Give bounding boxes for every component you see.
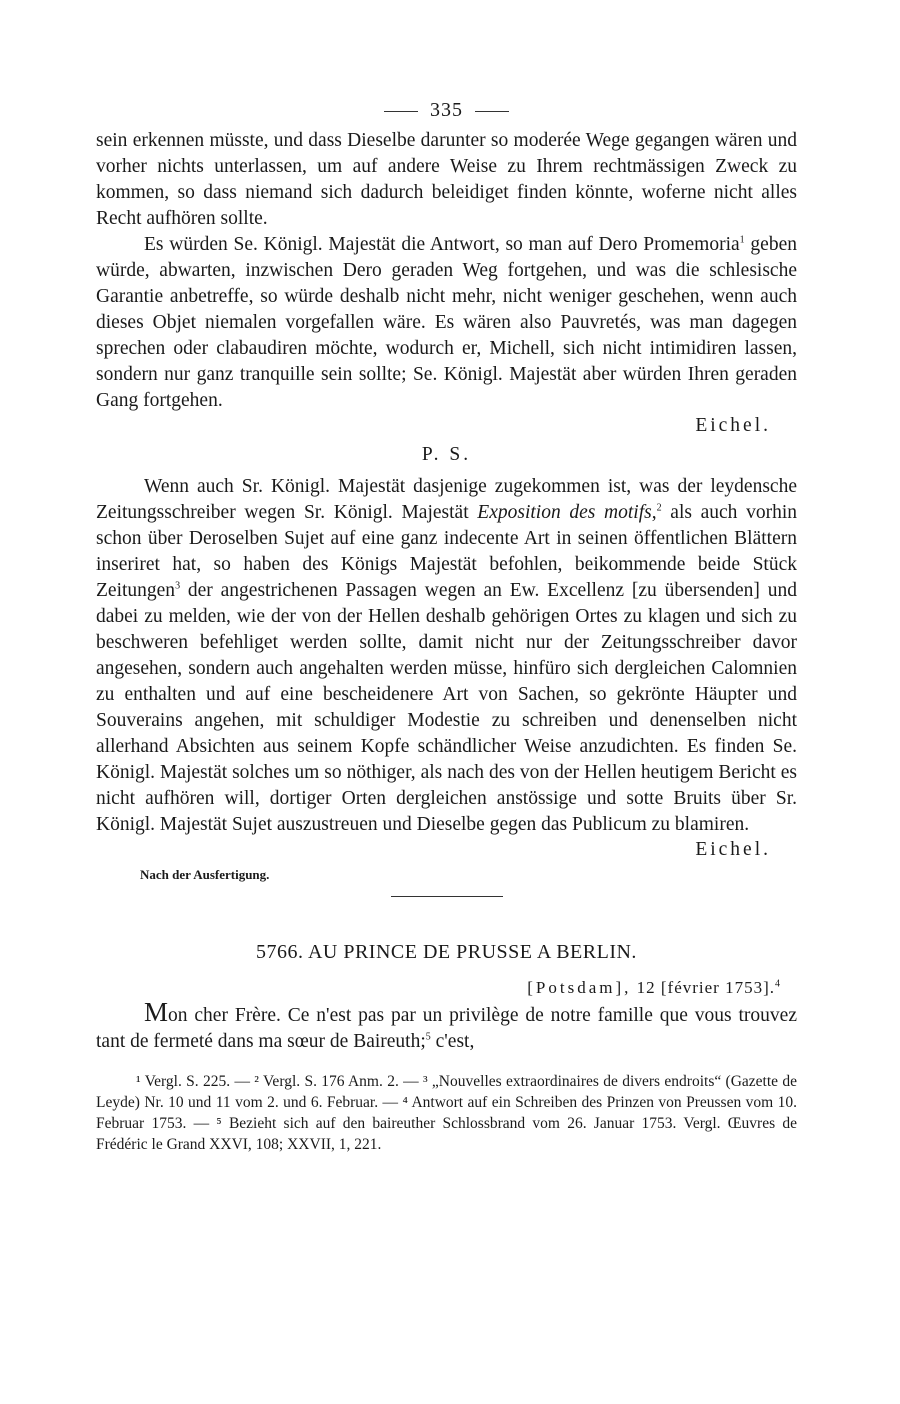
letter-opening-text-b: c'est, xyxy=(430,1031,475,1052)
postscript-text-d: der angestrichenen Passagen wegen an Ew. Excellenz [zu übersenden] und dabei zu melden, wie der von der Hellen deshalb gehörigen Ortes zu klagen und sich zu beschweren befehliget werden sollte, damit nicht nur der Zeitungsschreiber davor angesehen, sondern auch angehalten werden müsse, hinfüro sich dergleichen Calomnien zu enthalten und auf eine bescheidenere Art von Sachen, so gekrönte Häupter und Souverains angehen, mit schuldiger Modestie zu schreiben und denenselben nicht allerhand Absichten aus seinem Kopfe schändlicher Weise anzudichten. Es finden Se. Königl. Majestät solches um so nöthiger, als nach des von der Hellen heutigem Bericht es nicht aufhören will, dortiger Orten dergleichen anstössige und sotte Bruits über Sr. Königl. Majestät Sujet auszustreuen und Dieselbe gegen das Publicum zu blamiren. xyxy=(96,580,797,835)
paragraph-continuation: sein erkennen müsste, und dass Dieselbe darunter so moderée Wege gegangen wären und vorher nichts unterlassen, um auf andere Weise zu Ihrem rechtmässigen Zweck zu kommen, so dass niemand sich dadurch beleidiget finden könnte, woferne nicht alles Recht aufhören sollte. xyxy=(96,130,797,229)
letter-title: 5766. AU PRINCE DE PRUSSE A BERLIN. xyxy=(256,941,637,963)
postscript-italic-title: Exposition des motifs xyxy=(477,502,652,523)
dateline-place: [Potsdam], xyxy=(527,978,632,997)
footnote-ref-2[interactable]: 2 xyxy=(656,502,662,514)
page-number: 335 xyxy=(430,99,463,121)
paragraph-antwort-text-a: Es würden Se. Königl. Majestät die Antwort, so man auf Dero Promemoria xyxy=(144,234,740,255)
section-divider xyxy=(391,896,503,897)
document-page xyxy=(96,92,797,1155)
paragraph-antwort xyxy=(96,232,797,414)
signature-eichel-1: Eichel. xyxy=(695,415,771,436)
paragraph-antwort-text-b: geben würde, abwarten, inzwischen Dero geraden Weg fortgehen, und was die schlesische Garantie anbetreffe, so würde deshalb nicht mehr, nicht weniger geschehen, wenn auch dieses Objet niemalen vorgefallen wäre. Es wären also Pauvretés, was man dagegen sprechen oder clabaudiren möchte, wodurch er, Michell, sich nicht intimidiren lassen, sondern nur ganz tranquille sein sollte; Se. Königl. Majestät aber würden Ihren geraden Gang fortgehen. xyxy=(96,234,797,411)
source-note: Nach der Ausfertigung. xyxy=(140,867,270,882)
paragraph-postscript xyxy=(96,474,797,838)
footnote-ref-5[interactable]: 5 xyxy=(425,1031,431,1043)
page-header xyxy=(96,92,797,128)
paragraph-letter-opening xyxy=(96,999,797,1055)
footnote-ref-4[interactable]: 4 xyxy=(775,978,781,990)
postscript-text-a: Wenn auch Sr. Königl. Majestät dasjenige zugekommen ist, was der leydensche Zeitungsschreiber wegen Sr. Königl. Majestät xyxy=(96,476,797,523)
signature-eichel-2: Eichel. xyxy=(695,839,771,860)
letter-opening-text-a: on cher Frère. Ce n'est pas par un privilège de notre famille que vous trouvez tant de fermeté dans ma sœur de Baireuth; xyxy=(96,1005,797,1052)
postscript-text-c: als auch vorhin schon über Deroselben Sujet auf eine ganz indecente Art in seinen öffentlichen Blättern inseriret hat, so haben des Königs Majestät befohlen, beikommende beide Stück Zeitungen xyxy=(96,502,798,601)
header-dash-right xyxy=(475,111,509,112)
footnote-ref-3[interactable]: 3 xyxy=(175,580,181,592)
drop-cap: M xyxy=(144,997,169,1027)
footnotes: ¹ Vergl. S. 225. — ² Vergl. S. 176 Anm. 2. — ³ „Nouvelles extraordinaires de divers endroits“ (Gazette de Leyde) Nr. 10 und 11 vom 2. und 6. Februar. — ⁴ Antwort auf ein Schreiben des Prinzen von Preussen vom 10. Februar 1753. — ⁵ Bezieht sich auf den baireuther Schlossbrand vom 26. Januar 1753. Vergl. Œuvres de Frédéric le Grand XXVI, 108; XXVII, 1, 221. xyxy=(96,1073,797,1153)
dateline-date: 12 [février 1753]. xyxy=(631,978,775,997)
postscript-text-b: , xyxy=(651,502,657,523)
letter-dateline xyxy=(96,977,797,999)
header-dash-left xyxy=(384,111,418,112)
postscript-heading: P. S. xyxy=(421,444,472,465)
footnote-ref-1[interactable]: 1 xyxy=(739,234,745,246)
